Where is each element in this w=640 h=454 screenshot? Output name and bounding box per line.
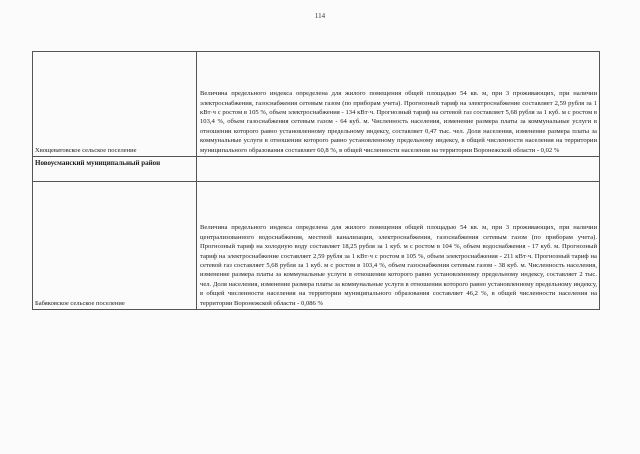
district-heading-cell: Новоусманский муниципальный район	[33, 157, 197, 182]
tariff-index-table	[32, 51, 600, 310]
settlement-name-cell: Хвощеватовское сельское поселение	[33, 52, 197, 157]
page-number: 114	[314, 12, 326, 20]
table-row	[33, 157, 600, 182]
table-row	[33, 182, 600, 310]
index-description-cell: Величина предельного индекса определена для жилого помещения общей площадью 54 кв. м, при 3 проживающих, при наличии электроснабжения, газоснабжения сетевым газом (по приборам учета). Прогнозный тариф на электроснабжение составляет 2,59 рубля за 1 кВт·ч с ростом в 105 %, объем электроснабжения - 134 кВт·ч. Прогнозный тариф на сетевой газ составляет 5,68 рубля за 1 куб. м с ростом в 103,4 %, объем газоснабжения сетевым газом - 64 куб. м. Численность населения, изменение размера платы за коммунальные услуги в отношении которого равно установленному предельному индексу, составляет 0,47 тыс. чел. Доля населения, изменение размера платы за коммунальные услуги в отношении которого равно установленному предельному индексу, в общей численности населения на территории муниципального образования составляет 60,8 %, в общей численности населения на территории Воронежской области - 0,02 %	[197, 52, 600, 157]
settlement-name-cell: Бабяковское сельское поселение	[33, 182, 197, 310]
empty-cell	[197, 157, 600, 182]
index-description-cell: Величина предельного индекса определена для жилого помещения общей площадью 54 кв. м, при 3 проживающих, при наличии централизованного водоснабжения, местной канализации, электроснабжения, газоснабжения сетевым газом (по приборам учета). Прогнозный тариф на холодную воду составляет 18,25 рубля за 1 куб. м с ростом в 104 %, объем водоснабжения - 17 куб. м. Прогнозный тариф на электроснабжение составляет 2,59 рубля за 1 кВт·ч с ростом в 105 %, объем электроснабжения - 211 кВт·ч. Прогнозный тариф на сетевой газ составляет 5,68 рубля за 1 куб. м с ростом в 103,4 %, объем газоснабжения сетевым газом - 38 куб. м. Численность населения, изменение размера платы за коммунальные услуги в отношении которого равно установленному предельному индексу, составляет 2 тыс. чел. Доля населения, изменение размера платы за коммунальные услуги в отношении которого равно установленному предельному индексу, в общей численности населения на территории муниципального образования составляет 46,2 %, в общей численности населения на территории Воронежской области - 0,086 %	[197, 182, 600, 310]
table-row	[33, 52, 600, 157]
